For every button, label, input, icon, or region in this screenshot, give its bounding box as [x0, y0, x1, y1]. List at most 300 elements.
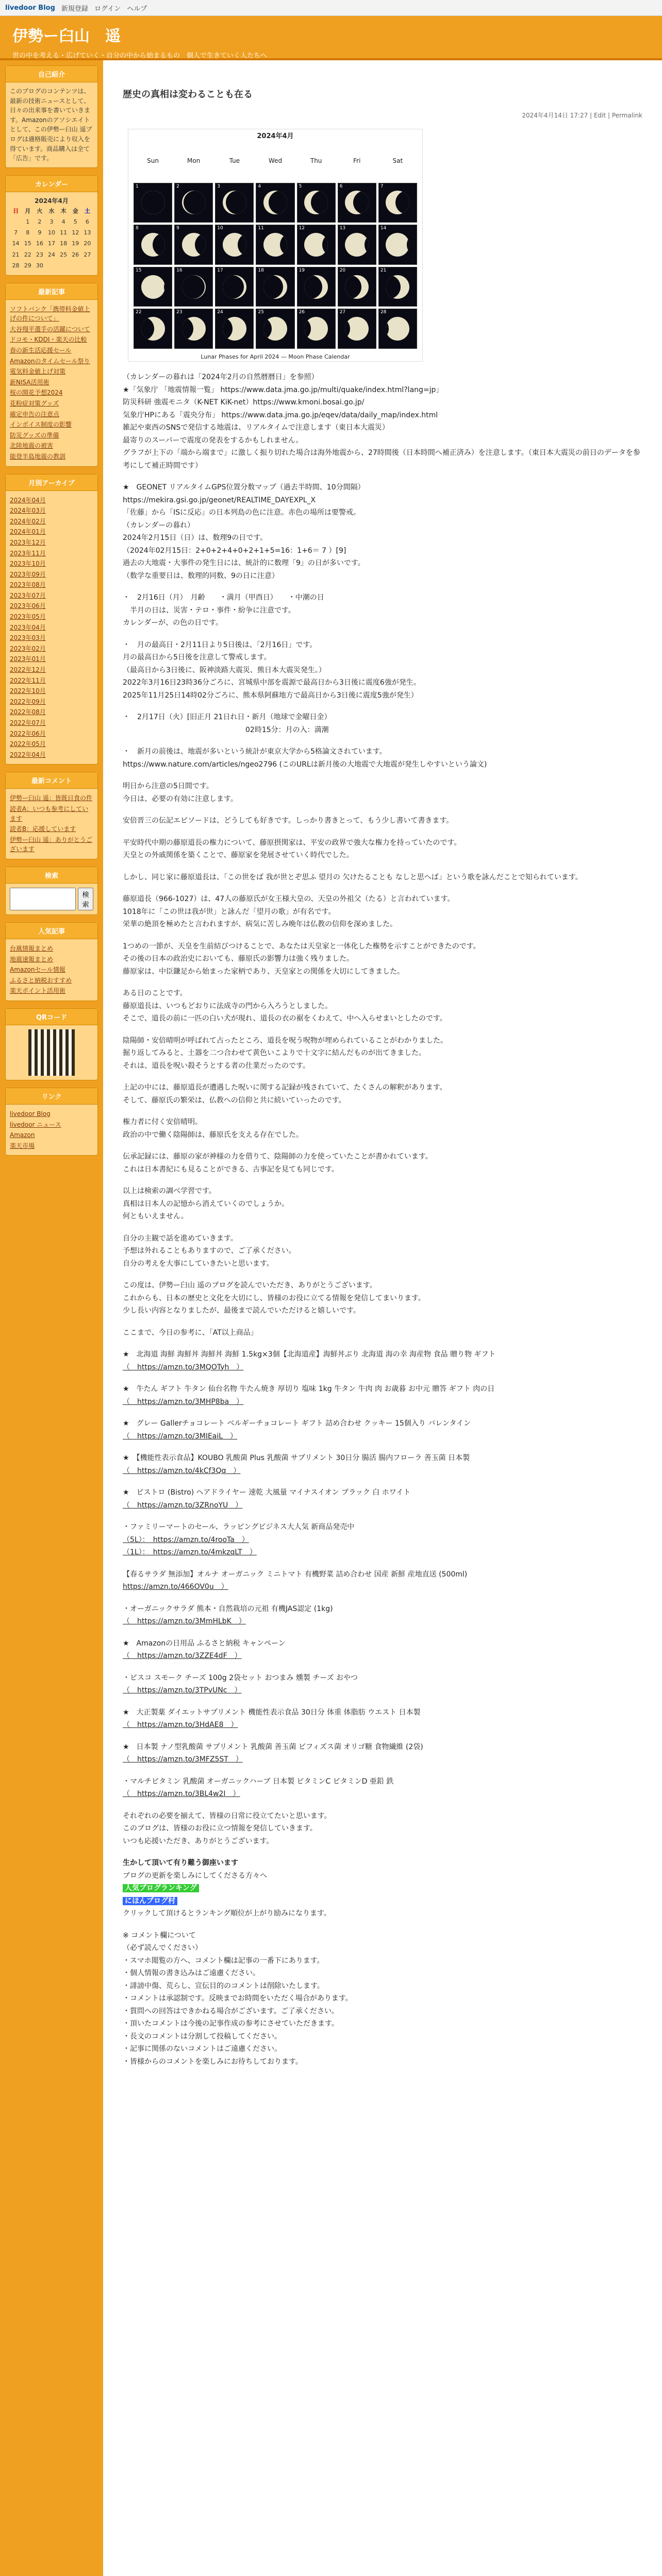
- recent-post-link[interactable]: 春の新生活応援セール: [10, 347, 72, 354]
- moon-icon: [304, 317, 328, 341]
- amazon-product: [123, 1348, 642, 1374]
- comment-link[interactable]: 伊勢ー臼山 遥：皆既日食の件: [10, 794, 92, 802]
- recent-post-link[interactable]: 新NISA活用術: [10, 378, 49, 386]
- note-line: ・誹謗中傷、荒らし、宣伝目的のコメントは削除いたします。: [123, 1981, 324, 1990]
- moon-date: 20: [339, 267, 346, 273]
- text-line: 2025年11月25日14時02分ごろに、熊本県阿蘇地方で最高日から3日後に震度5強が発生）: [123, 691, 418, 700]
- moon-icon: [304, 191, 328, 214]
- text-block: [123, 481, 642, 582]
- note-line: ・コメントは承認制です。反映までお時間をいただく場合があります。: [123, 1994, 353, 2003]
- amazon-product: [123, 1521, 642, 1559]
- calendar-day[interactable]: 8: [26, 229, 30, 236]
- moon-date: 27: [339, 310, 346, 315]
- external-link[interactable]: 楽天市場: [10, 1142, 35, 1149]
- text-block: [123, 893, 642, 931]
- calendar-day[interactable]: 14: [12, 240, 20, 247]
- text-line: 明日から注意の5日間です。: [123, 782, 213, 790]
- text-line: 1つめの一節が、天皇を生前結びつけることで、あなたは天皇家と一体化した権勢を示すことができたのです。: [123, 942, 481, 951]
- moon-icon: [141, 275, 165, 299]
- note-line: ※ コメント欄について: [123, 1931, 196, 1940]
- weekday-label: Thu: [297, 141, 336, 181]
- archive-link[interactable]: 2024年03月: [10, 507, 46, 515]
- archive-link[interactable]: 2022年09月: [10, 698, 46, 705]
- text-line: 「佐藤」から「ISに反応」の日本列島の色に注意。赤色の場所は要警戒。: [123, 509, 361, 517]
- calendar-title: カレンダー: [6, 176, 97, 192]
- text-block: [123, 1232, 642, 1270]
- help-link[interactable]: ヘルプ: [127, 5, 147, 13]
- amazon-link[interactable]: https://amzn.to/466OV0u ）: [123, 1583, 228, 1591]
- text-line: （カレンダーの暮れ）: [123, 521, 195, 530]
- moon-shadow: [223, 317, 233, 341]
- archive-link[interactable]: 2024年04月: [10, 496, 46, 504]
- calendar-day[interactable]: 22: [24, 251, 31, 258]
- calendar-day[interactable]: 11: [60, 229, 68, 236]
- text-line: 真相は日本人の記憶から消えていくのでしょうか。: [123, 1199, 289, 1208]
- moon-date: 22: [136, 310, 142, 315]
- popular-link[interactable]: 台風情報まとめ: [10, 944, 54, 952]
- calendar-day[interactable]: 30: [36, 262, 43, 269]
- text-line: 2022年3月16日23時36分ごろに、宮城県中部を震源で最高日から3日後に震度6強が発生。: [123, 679, 421, 687]
- moon-shadow: [386, 275, 401, 299]
- note-line: ・記事に関係のないコメントはご遠慮ください。: [123, 2045, 282, 2053]
- amazon-product: [123, 1568, 642, 1594]
- moon-shadow: [304, 317, 311, 341]
- moon-date: 13: [339, 226, 346, 231]
- weekday-label: Wed: [256, 141, 294, 181]
- moon-phase-cell: [215, 309, 254, 349]
- text-line: しかし、同じ家に藤原道長は、「この世をば 我が世とぞ思ふ 望月の 欠けたることも なしと思へば」という歌を詠んだことで知られています。: [123, 873, 583, 882]
- moon-shadow: [263, 317, 272, 341]
- calendar-day[interactable]: 17: [47, 240, 55, 247]
- text-line: 政治の中で働く陰陽師は、藤原氏を支える存在でした。: [123, 1130, 303, 1139]
- moon-phase-cell: [215, 267, 254, 307]
- calendar-table: [10, 206, 93, 270]
- moon-date: 5: [299, 183, 302, 189]
- calendar-day[interactable]: 27: [84, 251, 91, 258]
- moon-date: 4: [258, 183, 261, 189]
- archive-link[interactable]: 2023年12月: [10, 538, 46, 546]
- text-line: 上記の中には、藤原道長が遭遇した呪いに関する記録が残されていて、たくさんの解釈があります。: [123, 1083, 447, 1092]
- archive-link[interactable]: 2023年08月: [10, 581, 46, 589]
- moon-phase-cell: [174, 225, 213, 265]
- closing-section: [123, 1810, 642, 1848]
- text-line: 予想は外れることもありますので、ご了承ください。: [123, 1247, 296, 1255]
- calendar-month: 2024年4月: [35, 197, 69, 205]
- amazon-link[interactable]: （ https://amzn.to/3HdAE8 ）: [123, 1721, 238, 1729]
- calendar-day[interactable]: 7: [14, 229, 18, 236]
- calendar-weekday: 水: [48, 208, 55, 215]
- weekday-label: Sun: [134, 141, 172, 181]
- archive-link[interactable]: 2022年07月: [10, 719, 46, 726]
- moon-icon: [223, 191, 246, 214]
- amazon-product-name: ★ 大正製薬 ダイエットサプリメント 機能性表示食品 30日分 体重 体脂肪 ウエスト 日本製: [123, 1708, 421, 1717]
- moon-shadow: [141, 317, 154, 341]
- popular-title: 人気記事: [6, 923, 97, 939]
- moon-icon: [345, 317, 369, 341]
- moon-shadow: [238, 233, 246, 257]
- moon-icon: [263, 275, 287, 299]
- calendar-day[interactable]: 3: [49, 218, 54, 226]
- text-line: 栄華の絶頂を極めたと言われますが、病気に苦しみ晩年は仏教の信仰を深めました。: [123, 920, 397, 928]
- moon-date: 11: [258, 226, 264, 231]
- moon-shadow: [386, 317, 389, 341]
- calendar-day[interactable]: 21: [12, 251, 20, 258]
- calendar-day[interactable]: 25: [60, 251, 68, 258]
- site-title[interactable]: 伊勢ー臼山 遥: [12, 27, 121, 45]
- moon-date: 15: [136, 267, 142, 273]
- amazon-product-name: ★ 牛たん ギフト 牛タン 仙台名物 牛たん焼き 厚切り 塩味 1kg 牛タン 牛肉 肉 お歳暮 お中元 贈答 ギフト 肉の日: [123, 1385, 495, 1393]
- text-block: [123, 780, 642, 805]
- amazon-link[interactable]: （1L）： https://amzn.to/4mkzqLT ）: [123, 1548, 257, 1556]
- calendar-day[interactable]: 15: [24, 240, 31, 247]
- text-line: （最高日から3日後に、阪神淡路大震災、熊日本大震災発生。）: [123, 666, 326, 674]
- amazon-product: [123, 1486, 642, 1512]
- recent-post-link[interactable]: 電気料金値上げ対策: [10, 368, 66, 376]
- archive-link[interactable]: 2023年05月: [10, 613, 46, 621]
- text-line: 少し長い内容となりましたが、最後まで読んでいただけると嬉しいです。: [123, 1307, 360, 1315]
- recent-post-link[interactable]: 北陸地震の被害: [10, 442, 54, 450]
- moon-phase-cell: [256, 267, 294, 307]
- text-line: カレンダーが、の色の日です。: [123, 619, 223, 627]
- text-line: （2024年02月15日：2+0+2+4+0+2+1+5=16：1+6＝ 7 ）[9]: [123, 546, 346, 555]
- recent-post-link[interactable]: ソフトバンク「携帯料金値上げの件について」: [10, 305, 90, 323]
- archive-title: 月別アーカイブ: [6, 474, 97, 491]
- text-line: ・ 2月16日（月） 月齢 ・満月（甲酉日） ・中潮の日: [123, 594, 324, 602]
- calendar-day[interactable]: 26: [72, 251, 79, 258]
- amazon-link[interactable]: （ https://amzn.to/3MFZ5ST ）: [123, 1755, 243, 1764]
- moon-phase-cell: [338, 183, 376, 223]
- comment-link[interactable]: 読者A：いつも参考にしています: [10, 805, 89, 822]
- text-line: 半月の日は、災害・テロ・事件・紛争に注意です。: [123, 606, 295, 615]
- archive-link[interactable]: 2022年12月: [10, 666, 46, 674]
- archive-link[interactable]: 2023年10月: [10, 560, 46, 568]
- closing-line: いつも応援いただき、ありがとうございます。: [123, 1837, 274, 1845]
- login-link[interactable]: ログイン: [94, 5, 121, 13]
- service-brand-link[interactable]: livedoor Blog: [5, 4, 55, 12]
- recent-post-link[interactable]: 防災グッズの準備: [10, 431, 59, 439]
- moon-date: 28: [380, 310, 387, 315]
- about-box: [5, 65, 98, 168]
- moon-shadow: [263, 275, 283, 299]
- moon-phase-cell: [378, 309, 417, 349]
- search-input[interactable]: [10, 888, 76, 910]
- text-block: [123, 987, 642, 1025]
- recent-post-link[interactable]: 大谷翔平選手の活躍について: [10, 325, 90, 333]
- moon-phase-cell: [338, 267, 376, 307]
- moon-shadow: [345, 317, 350, 341]
- calendar-day[interactable]: 19: [72, 240, 79, 247]
- amazon-product: [123, 1706, 642, 1732]
- ranking-link-1[interactable]: 人気ブログランキング: [123, 1884, 199, 1892]
- recent-post-link[interactable]: ドコモ・KDDI・楽天の比較: [10, 336, 87, 344]
- moon-phase-cell: [134, 267, 172, 307]
- moon-phase-cell: [215, 225, 254, 265]
- calendar-day[interactable]: 24: [47, 251, 55, 258]
- moon-phase-cell: [174, 267, 213, 307]
- archive-box: [5, 474, 98, 765]
- external-link[interactable]: livedoor ニュース: [10, 1121, 61, 1128]
- calendar-day[interactable]: 13: [84, 229, 91, 236]
- calendar-day: [81, 260, 93, 271]
- calendar-day[interactable]: 16: [36, 240, 43, 247]
- promo-section: [123, 1857, 642, 1920]
- promo-text: ブログの更新を楽しみにしてくださる方々へ: [123, 1871, 267, 1880]
- archive-link[interactable]: 2022年10月: [10, 687, 46, 695]
- qr-code-icon: [28, 1029, 75, 1076]
- closing-line: このブログは、皆様のお役に立つ情報を発信していきます。: [123, 1824, 317, 1833]
- text-line: 伝承記録には、藤原の家が神様の力を借りて、陰陽師の力を使っていたことが書かれています。: [123, 1153, 433, 1161]
- calendar-day[interactable]: 23: [36, 251, 43, 258]
- amazon-link[interactable]: （ https://amzn.to/3MmHLbK ）: [123, 1617, 246, 1625]
- amazon-link[interactable]: （5L）： https://amzn.to/4rooTa ）: [123, 1535, 249, 1544]
- archive-link[interactable]: 2024年01月: [10, 528, 46, 536]
- archive-link[interactable]: 2023年07月: [10, 591, 46, 599]
- calendar-day[interactable]: 12: [72, 229, 79, 236]
- text-line: 陰陽師・安倍晴明が呼ばれて占ったところ、道長を呪う呪物が埋められていることがわかりました。: [123, 1036, 448, 1045]
- moon-phase-cell: [256, 183, 294, 223]
- text-block: [123, 711, 642, 736]
- qr-box: [5, 1008, 98, 1080]
- moon-phase-cell: [134, 309, 172, 349]
- moon-phase-cell: [134, 225, 172, 265]
- moon-icon: [386, 233, 409, 257]
- text-line: 以上は検索の調べ学習です。: [123, 1187, 216, 1195]
- calendar-weekday: 日: [13, 208, 19, 215]
- site-description: 世の中を考える・広げていく・自分の中から始まるもの 個人で生きていく人たちへ: [12, 52, 268, 60]
- note-line: ・個人情報の書き込みはご遠慮ください。: [123, 1969, 260, 1977]
- site-header: [0, 16, 662, 60]
- archive-link[interactable]: 2022年05月: [10, 740, 46, 748]
- amazon-link[interactable]: （ https://amzn.to/3MHP8ba ）: [123, 1397, 244, 1406]
- moon-date: 3: [217, 183, 221, 189]
- calendar-day[interactable]: 28: [12, 262, 20, 269]
- text-line: 平安時代中期の藤原道長の権力について、藤原摂関家は、平安の政界で強大な権力を持っていたのです。: [123, 838, 461, 847]
- about-title: 自己紹介: [6, 66, 97, 82]
- calendar-day: [58, 260, 70, 271]
- moon-icon: [141, 233, 165, 257]
- text-block: [123, 371, 642, 472]
- archive-link[interactable]: 2023年06月: [10, 602, 46, 610]
- note-line: （必ず読んでください）: [123, 1944, 202, 1952]
- archive-link[interactable]: 2023年03月: [10, 634, 46, 642]
- text-line: 最寄りのスーパーで震度の発表をするかもしれません。: [123, 436, 303, 445]
- amazon-link[interactable]: （ https://amzn.to/3ZRnoYU ）: [123, 1501, 243, 1510]
- comments-title: 最新コメント: [6, 772, 97, 789]
- moon-icon: [345, 233, 369, 257]
- recent-post-link[interactable]: 花粉症対策グッズ: [10, 399, 59, 407]
- comment-link[interactable]: 読者B：応援しています: [10, 825, 76, 833]
- top-bar: [0, 0, 662, 16]
- search-box: [5, 867, 98, 915]
- calendar-weekday: 土: [84, 208, 90, 215]
- text-line: これからも、日本の歴史と文化を大切にし、皆様のお役に立てる情報を発信してまいります。: [123, 1294, 425, 1302]
- text-line: ある日のことです。: [123, 989, 187, 997]
- moon-phase-cell: [378, 183, 417, 223]
- moon-icon: [304, 233, 328, 257]
- moon-icon: [386, 317, 409, 341]
- entry-title[interactable]: 歴史の真相は変わることも在る: [123, 89, 253, 100]
- main-content: [103, 60, 662, 2576]
- amazon-product-name: ・ファミリーマートのセール、ラッピングビジネス大人気 新商品発売中: [123, 1523, 355, 1531]
- text-line: 天皇との外戚関係を築くことで、藤原家を発展させていく時代でした。: [123, 851, 354, 859]
- amazon-link[interactable]: （ https://amzn.to/3TPvUNc ）: [123, 1686, 242, 1694]
- archive-link[interactable]: 2023年01月: [10, 655, 46, 663]
- moon-phase-cell: [378, 225, 417, 265]
- text-line: それは、道長を呪い殺そうとする者の仕業だったのです。: [123, 1061, 310, 1070]
- recent-post-link[interactable]: 桜の開花予想2024: [10, 389, 63, 397]
- text-block: [123, 591, 642, 630]
- text-line: 藤原家は、中臣鎌足から始まった家柄であり、天皇家との関係を大切にしてきました。: [123, 967, 404, 976]
- moon-shadow: [395, 191, 409, 214]
- moon-icon: [141, 317, 165, 341]
- recent-posts-box: [5, 283, 98, 467]
- text-block: [123, 815, 642, 827]
- external-link[interactable]: livedoor Blog: [10, 1110, 51, 1117]
- archive-link[interactable]: 2022年11月: [10, 676, 46, 684]
- calendar-day[interactable]: 18: [60, 240, 68, 247]
- moon-icon: [182, 275, 206, 299]
- moon-date: 21: [380, 267, 387, 273]
- comment-link[interactable]: 伊勢ー臼山 遥：ありがとうございます: [10, 836, 92, 853]
- moon-icon: [223, 275, 246, 299]
- calendar-day[interactable]: 10: [47, 229, 55, 236]
- amazon-section: [123, 1327, 642, 1801]
- text-line: 掘り返してみると、土器を二つ合わせて黄色いこよりで十文字に結んだものが出てきました。: [123, 1049, 426, 1057]
- comment-notes: [123, 1929, 642, 2069]
- archive-link[interactable]: 2022年06月: [10, 730, 46, 737]
- calendar-weekday: 金: [72, 208, 78, 215]
- moon-shadow: [226, 191, 246, 214]
- calendar-day[interactable]: 29: [24, 262, 31, 269]
- text-line: 雑記や東西のSNSで発信する地震は、リアルタイムで注意します（東日本大震災）: [123, 423, 389, 432]
- moon-shadow: [269, 191, 287, 214]
- text-line: ・ 新月の前後は、地震が多いという統計が東京大学から5格論文されています。: [123, 748, 387, 756]
- text-block: [123, 745, 642, 771]
- amazon-product-name: ★ Amazonの日用品 ふるさと納税 キャンペーン: [123, 1639, 286, 1648]
- moon-icon: [345, 275, 369, 299]
- signup-link[interactable]: 新規登録: [61, 5, 88, 13]
- moon-icon: [182, 191, 206, 214]
- weekday-label: Fri: [338, 141, 376, 181]
- moon-date: 9: [176, 226, 179, 231]
- moon-shadow: [153, 233, 165, 257]
- moon-date: 26: [299, 310, 305, 315]
- text-line: 自分の主観で話を進めていきます。: [123, 1234, 238, 1243]
- text-line: （数学な重要日は、数理的同数、9の日に注意）: [123, 571, 279, 580]
- popular-link[interactable]: Amazonセール情報: [10, 966, 65, 974]
- archive-link[interactable]: 2023年02月: [10, 645, 46, 652]
- amazon-product-name: ・ビスコ スモーク チーズ 100g 2袋セット おつまみ 燻製 チーズ おやつ: [123, 1673, 358, 1682]
- text-block: [123, 1116, 642, 1141]
- moon-phase-calendar-image: [128, 129, 423, 362]
- calendar-weekday: 木: [60, 208, 67, 215]
- amazon-product-name: ★ 北海道 海鮮 海鮮丼 海鮮丼 海鮮 1.5kg×3個【北海道産】海鮮丼ぶり 北海道 海の幸 海産物 食品 贈り物 ギフト: [123, 1350, 496, 1359]
- recent-post-link[interactable]: 能登半島地震の教訓: [10, 452, 66, 460]
- archive-link[interactable]: 2023年09月: [10, 570, 46, 578]
- moon-shadow: [164, 275, 165, 299]
- moon-phase-cell: [174, 183, 213, 223]
- calendar-day[interactable]: 2: [38, 218, 42, 226]
- calendar-day[interactable]: 9: [38, 229, 42, 236]
- moon-shadow: [322, 233, 328, 257]
- figure-caption: Lunar Phases for April 2024 — Moon Phase Calendar: [201, 353, 350, 360]
- moon-shadow: [184, 191, 206, 214]
- popular-box: [5, 922, 98, 1001]
- amazon-link[interactable]: （ https://amzn.to/3BL4w2I ）: [123, 1790, 240, 1798]
- amazon-product: [123, 1672, 642, 1697]
- archive-link[interactable]: 2023年04月: [10, 623, 46, 631]
- text-line: https://www.nature.com/articles/ngeo2796 (このURLは新月後の大地震で大地震が発生しやすいという論文): [123, 760, 487, 769]
- popular-link[interactable]: ふるさと納税おすすめ: [10, 976, 72, 984]
- text-line: その後の日本の政治史においても、藤原氏の影響力は強く残りました。: [123, 955, 354, 963]
- moon-icon: [386, 275, 409, 299]
- calendar-day[interactable]: 1: [26, 218, 30, 226]
- moon-shadow: [141, 191, 165, 214]
- recent-post-link[interactable]: インボイス制度の影響: [10, 421, 72, 429]
- text-block: [123, 1035, 642, 1073]
- ranking-link-2[interactable]: にほんブログ村: [123, 1897, 177, 1905]
- text-line: そこで、道長の前に一匹の白い犬が現れ、道長の衣の裾をくわえて、中へ入らせまいとしたのです。: [123, 1014, 447, 1023]
- amazon-link[interactable]: （ https://amzn.to/3MIEaiL ）: [123, 1432, 238, 1440]
- text-block: [123, 871, 642, 884]
- weekday-label: Tue: [215, 141, 254, 181]
- amazon-product-name: 【春るサラダ 無添加】オルナ オーガニック ミニトマト 有機野菜 詰め合わせ 国産 新鮮 産地直送 (500ml): [123, 1570, 468, 1579]
- calendar-day: [70, 260, 81, 271]
- text-line: 気象庁HPにある「震央分布」 https://www.data.jma.go.jp/eqev/data/daily_map/index.html: [123, 411, 438, 419]
- archive-link[interactable]: 2023年11月: [10, 549, 46, 557]
- moon-icon: [223, 317, 246, 341]
- amazon-product-name: ★ 日本製 ナノ型乳酸菌 サプリメント 乳酸菌 善玉菌 ビフィズス菌 オリゴ糖 食物繊維 (2袋): [123, 1742, 423, 1751]
- search-button[interactable]: 検索: [78, 888, 93, 910]
- archive-link[interactable]: 2022年04月: [10, 751, 46, 758]
- calendar-day[interactable]: 6: [85, 218, 89, 226]
- calendar-day[interactable]: 20: [84, 240, 91, 247]
- figure-title: 2024年4月: [257, 132, 294, 140]
- note-line: ・頂いたコメントは今後の記事作成の参考にさせていただきます。: [123, 2020, 339, 2028]
- moon-shadow: [182, 317, 193, 341]
- moon-phase-cell: [338, 309, 376, 349]
- links-box: [5, 1088, 98, 1156]
- recent-post-link[interactable]: Amazonのタイムセール祭り: [10, 357, 90, 365]
- moon-phase-cell: [297, 267, 336, 307]
- amazon-link[interactable]: （ https://amzn.to/4kCf3Qq ）: [123, 1466, 241, 1475]
- popular-link[interactable]: 楽天ポイント活用術: [10, 987, 66, 995]
- moon-shadow: [365, 233, 369, 257]
- amazon-link[interactable]: （ https://amzn.to/3MQOTyh ）: [123, 1363, 244, 1371]
- archive-link[interactable]: 2022年08月: [10, 708, 46, 716]
- moon-date: 19: [299, 267, 305, 273]
- entry-meta: 2024年4月14日 17:27 | Edit | Permalink: [522, 112, 642, 119]
- calendar-box: [5, 175, 98, 276]
- text-block: [123, 1150, 642, 1176]
- text-line: そして、藤原氏の繁栄は、仏教への信仰と共に続いていったのです。: [123, 1096, 346, 1105]
- archive-link[interactable]: 2024年02月: [10, 517, 46, 525]
- moon-icon: [304, 275, 328, 299]
- recent-post-link[interactable]: 確定申告の注意点: [10, 410, 60, 418]
- note-line: ・皆様からのコメントを楽しみにお待ちしております。: [123, 2057, 303, 2066]
- text-line: ★ GEONET リアルタイムGPS位置分数マップ（過去半時間、10分間隔）: [123, 483, 365, 492]
- moon-icon: [263, 191, 287, 214]
- amazon-link[interactable]: （ https://amzn.to/3ZZE4dF ）: [123, 1652, 242, 1660]
- text-line: 今日は、必要の有効に注意します。: [123, 794, 238, 803]
- moon-shadow: [304, 275, 322, 299]
- external-link[interactable]: Amazon: [10, 1131, 35, 1139]
- popular-link[interactable]: 地震速報まとめ: [10, 955, 54, 963]
- calendar-day[interactable]: 5: [73, 218, 77, 226]
- search-title: 検索: [6, 867, 97, 884]
- calendar-day[interactable]: 4: [61, 218, 65, 226]
- weekday-label: Sat: [378, 141, 417, 181]
